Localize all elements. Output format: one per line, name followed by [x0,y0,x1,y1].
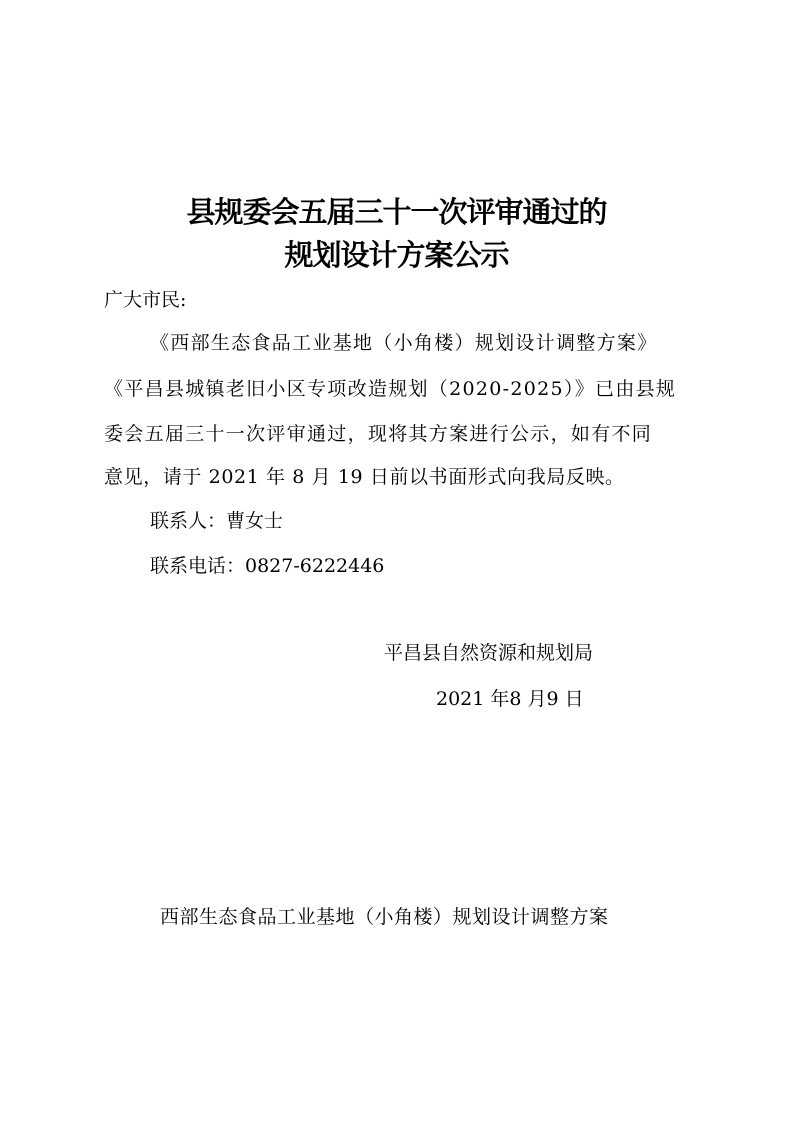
body-line-4: 意见，请于 2021 年 8 月 19 日前以书面形式向我局反映。 [104,466,625,488]
page-title-line-2: 规划设计方案公示 [284,238,509,272]
issuer-name: 平昌县自然资源和规划局 [384,642,594,664]
attachment-title: 西部生态食品工业基地（小角楼）规划设计调整方案 [160,906,609,928]
body-line-1: 《西部生态食品工业基地（小角楼）规划设计调整方案》 [150,332,658,354]
contact-person: 联系人：曹女士 [150,510,284,532]
body-line-2: 《平昌县城镇老旧小区专项改造规划（2020-2025）》已由县规 [104,378,677,400]
contact-phone: 联系电话：0827-6222446 [150,555,385,577]
salutation: 广大市民: [104,289,187,311]
issue-date: 2021 年8 月9 日 [436,688,584,710]
body-line-3: 委会五届三十一次评审通过，现将其方案进行公示，如有不同 [104,423,653,445]
page-title-line-1: 县规委会五届三十一次评审通过的 [186,195,607,229]
